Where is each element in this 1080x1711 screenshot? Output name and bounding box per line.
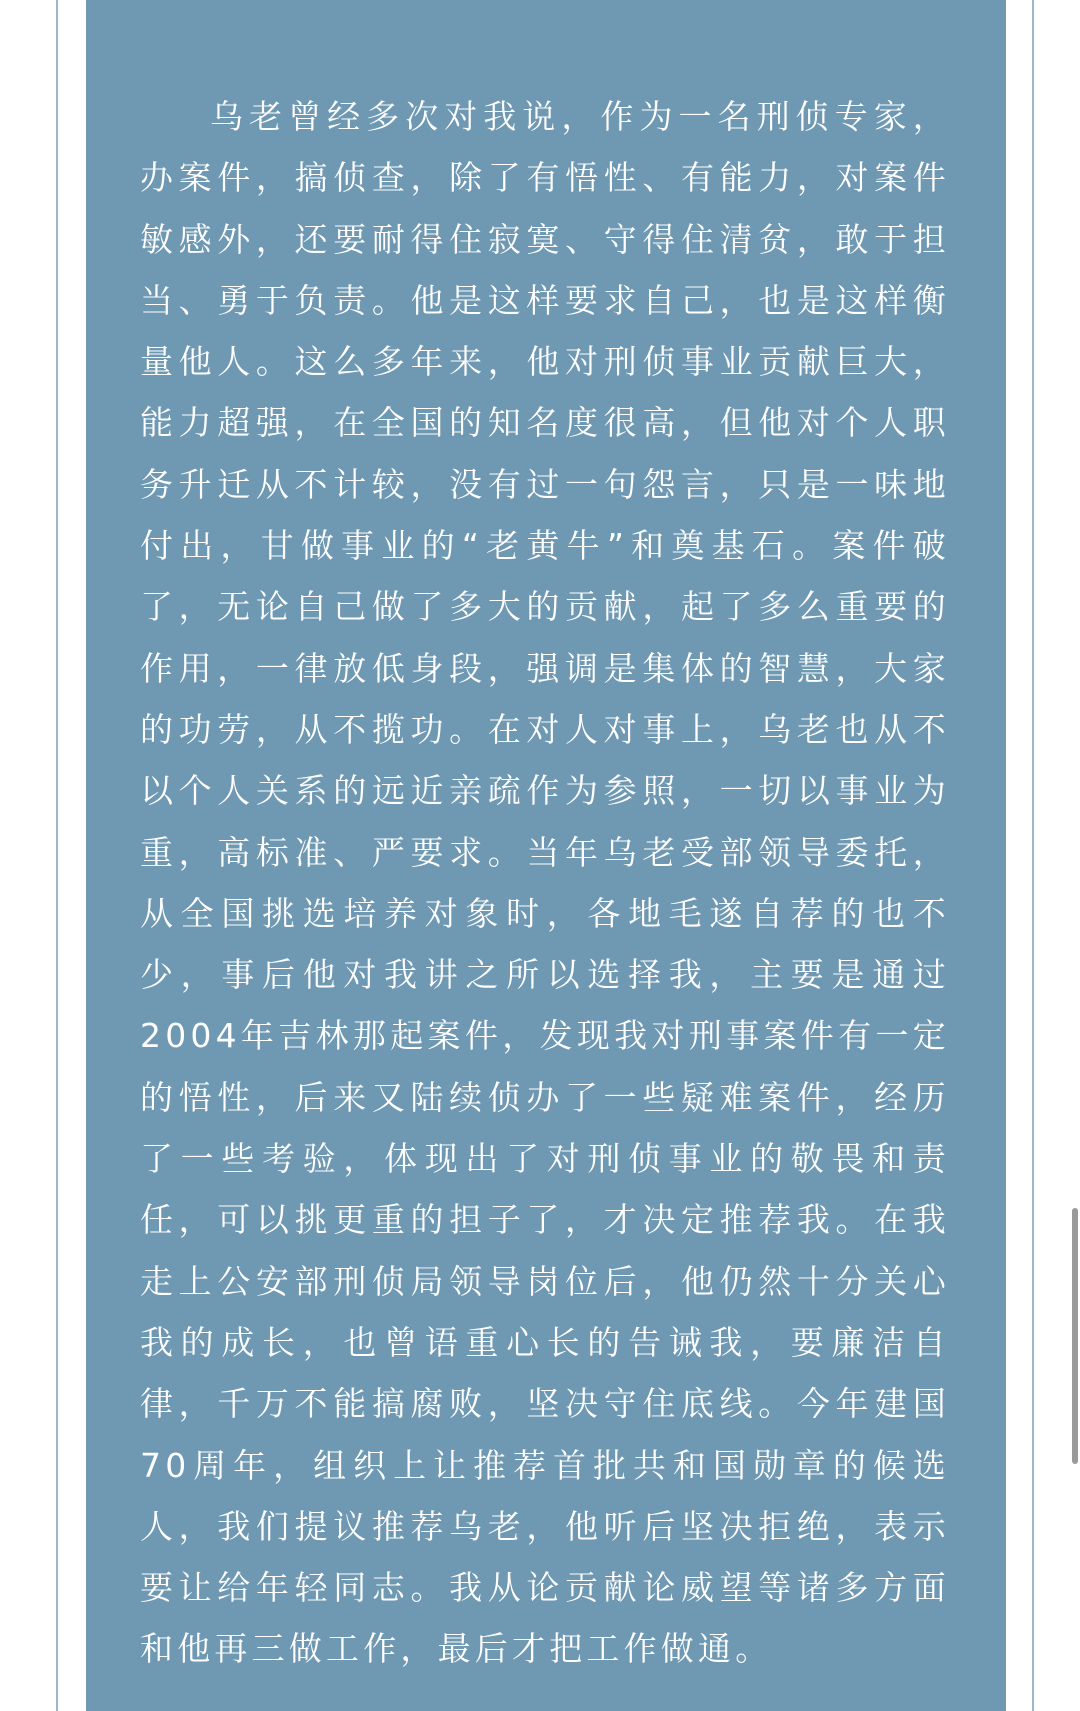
left-border-line — [56, 0, 58, 1711]
article-paragraph: 乌老曾经多次对我说，作为一名刑侦专家，办案件，搞侦查，除了有悟性、有能力，对案件敏感外，还要耐得住寂寞、守得住清贫，敢于担当、勇于负责。他是这样要求自己，也是这样衡量他人。这么多年来，他对刑侦事业贡献巨大，能力超强，在全国的知名度很高，但他对个人职务升迁从不计较，没有过一句怨言，只是一味地付出，甘做事业的“老黄牛”和奠基石。案件破了，无论自己做了多大的贡献，起了多么重要的作用，一律放低身段，强调是集体的智慧，大家的功劳，从不揽功。在对人对事上，乌老也从不以个人关系的远近亲疏作为参照，一切以事业为重，高标准、严要求。当年乌老受部领导委托，从全国挑选培养对象时，各地毛遂自荐的也不少，事后他对我讲之所以选择我，主要是通过2004年吉林那起案件，发现我对刑事案件有一定的悟性，后来又陆续侦办了一些疑难案件，经历了一些考验，体现出了对刑侦事业的敬畏和责任，可以挑更重的担子了，才决定推荐我。在我走上公安部刑侦局领导岗位后，他仍然十分关心我的成长，也曾语重心长的告诫我，要廉洁自律，千万不能搞腐败，坚决守住底线。今年建国70周年，组织上让推荐首批共和国勋章的候选人，我们提议推荐乌老，他听后坚决拒绝，表示要让给年轻同志。我从论贡献论威望等诸多方面和他再三做工作，最后才把工作做通。 — [140, 97, 950, 1669]
right-border-line — [1032, 0, 1034, 1711]
scrollbar-thumb[interactable] — [1072, 1208, 1078, 1464]
